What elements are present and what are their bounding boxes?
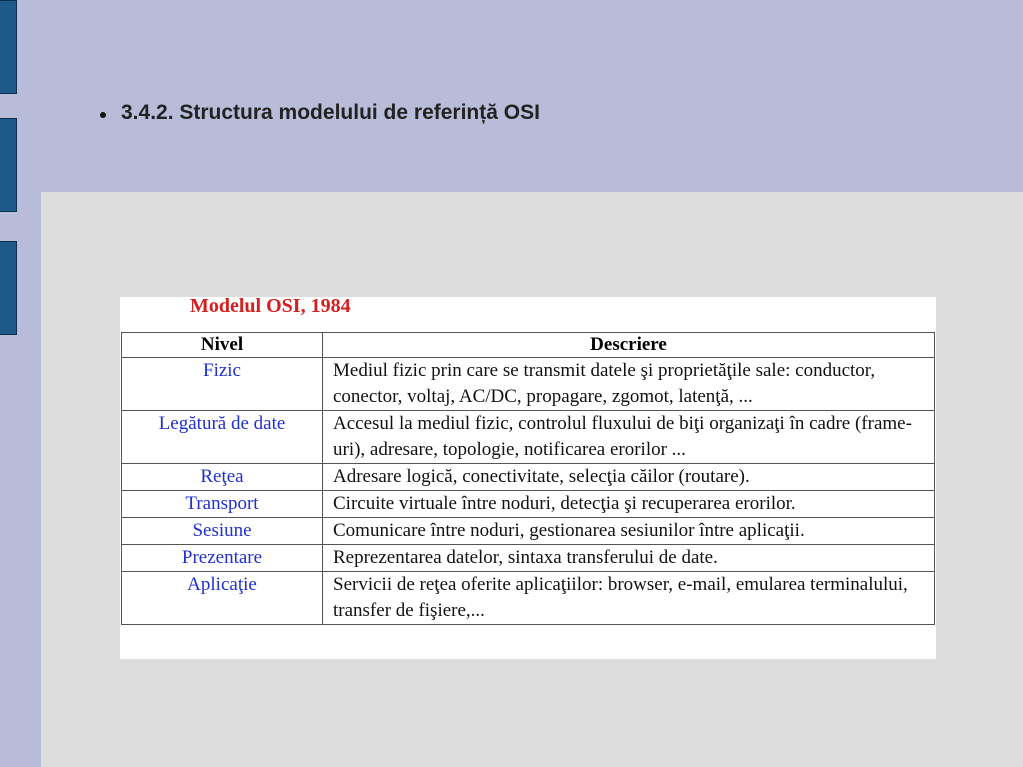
row-level: Aplicaţie — [122, 572, 323, 625]
row-level: Reţea — [122, 464, 323, 491]
table-row — [122, 518, 935, 545]
osi-table-image — [120, 297, 936, 659]
row-description: Mediul fizic prin care se transmit datele şi proprietăţile sale: conductor, conector, voltaj, AC/DC, propagare, zgomot, latenţă, ... — [323, 358, 935, 411]
table-row — [122, 358, 935, 411]
table-row — [122, 491, 935, 518]
row-description: Circuite virtuale între noduri, detecţia şi recuperarea erorilor. — [323, 491, 935, 518]
table-row — [122, 545, 935, 572]
side-tab-2 — [0, 118, 17, 212]
row-description: Servicii de reţea oferite aplicaţiilor: browser, e-mail, emularea terminalului, transfer de fişiere,... — [323, 572, 935, 625]
side-tab-1 — [0, 0, 17, 94]
table-caption: Modelul OSI, 1984 — [190, 295, 351, 317]
row-level: Transport — [122, 491, 323, 518]
bullet-icon — [100, 112, 106, 118]
row-level: Prezentare — [122, 545, 323, 572]
row-level: Legătură de date — [122, 411, 323, 464]
row-level: Fizic — [122, 358, 323, 411]
slide-title: 3.4.2. Structura modelului de referință OSI — [121, 101, 540, 124]
row-level: Sesiune — [122, 518, 323, 545]
table-header-row — [122, 333, 935, 358]
slide-title-row — [100, 101, 540, 125]
osi-table — [121, 332, 935, 625]
row-description: Accesul la mediul fizic, controlul fluxului de biţi organizaţi în cadre (frame-uri), adresare, topologie, notificarea erorilor ... — [323, 411, 935, 464]
row-description: Adresare logică, conectivitate, selecţia căilor (routare). — [323, 464, 935, 491]
row-description: Reprezentarea datelor, sintaxa transferului de date. — [323, 545, 935, 572]
table-row — [122, 572, 935, 625]
side-tab-3 — [0, 241, 17, 335]
header-description: Descriere — [323, 333, 935, 358]
row-description: Comunicare între noduri, gestionarea sesiunilor între aplicaţii. — [323, 518, 935, 545]
table-row — [122, 464, 935, 491]
table-row — [122, 411, 935, 464]
header-level: Nivel — [122, 333, 323, 358]
